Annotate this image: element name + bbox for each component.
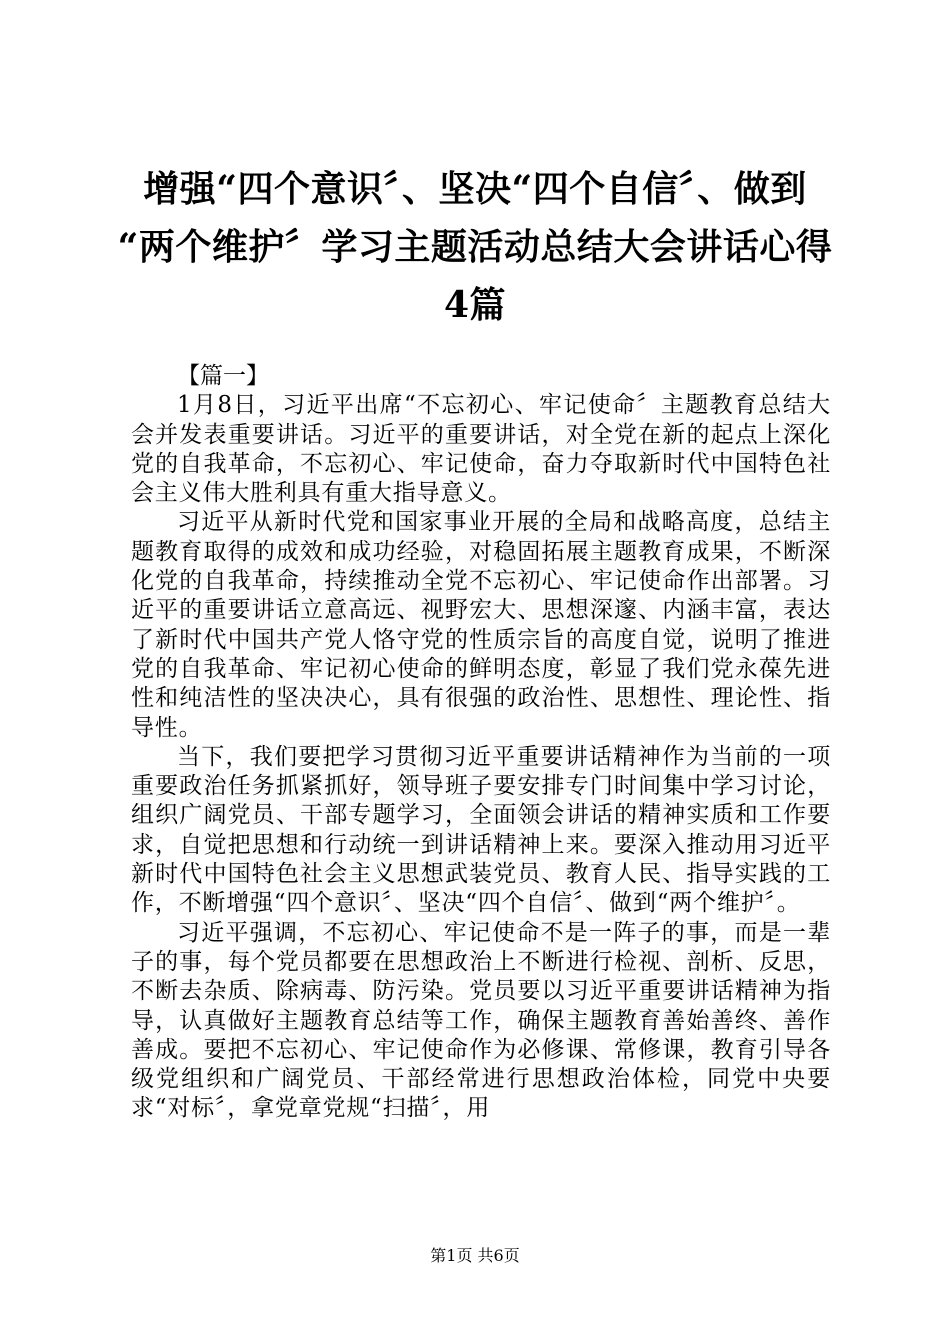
- document-body: [131, 362, 831, 1124]
- paragraph-1: 1月8日，习近平出席“不忘初心、牢记使命〞主题教育总结大会并发表重要讲话。习近平的重要讲话，对全党在新的起点上深化党的自我革命，不忘初心、牢记使命，奋力夺取新时代中国特色社会主义伟大胜利具有重大指导意义。: [131, 392, 831, 507]
- paragraph-2: 习近平从新时代党和国家事业开展的全局和战略高度，总结主题教育取得的成效和成功经验，对稳固拓展主题教育成果，不断深化党的自我革命，持续推动全党不忘初心、牢记使命作出部署。习近平的重要讲话立意高远、视野宏大、思想深邃、内涵丰富，表达了新时代中国共产党人恪守党的性质宗旨的高度自觉，说明了推进党的自我革命、牢记初心使命的鲜明态度，彰显了我们党永葆先进性和纯洁性的坚决决心，具有很强的政治性、思想性、理论性、指导性。: [131, 509, 831, 741]
- title-line-3: 4篇: [443, 284, 507, 326]
- paragraph-3: 当下，我们要把学习贯彻习近平重要讲话精神作为当前的一项重要政治任务抓紧抓好，领导班子要安排专门时间集中学习讨论，组织广阔党员、干部专题学习，全面领会讲话的精神实质和工作要求，自觉把思想和行动统一到讲话精神上来。要深入推动用习近平新时代中国特色社会主义思想武装党员、教育人民、指导实践的工作，不断增强“四个意识〞、坚决“四个自信〞、做到“两个维护〞。: [131, 743, 831, 917]
- paragraph-4: 习近平强调，不忘初心、牢记使命不是一阵子的事，而是一辈子的事，每个党员都要在思想政治上不断进行检视、剖析、反思，不断去杂质、除病毒、防污染。党员要以习近平重要讲话精神为指导，认真做好主题教育总结等工作，确保主题教育善始善终、善作善成。要把不忘初心、牢记使命作为必修课、常修课，教育引导各级党组织和广阔党员、干部经常进行思想政治体检，同党中央要求“对标〞，拿党章党规“扫描〞，用: [131, 919, 831, 1122]
- section-heading: 【篇一】: [177, 363, 269, 389]
- document-title: [100, 160, 850, 334]
- title-line-1: 增强“四个意识〞、坚决“四个自信〞、做到: [143, 168, 807, 210]
- page-footer: 第1页 共6页: [430, 1246, 520, 1265]
- title-line-2: “两个维护〞学习主题活动总结大会讲话心得: [117, 226, 833, 268]
